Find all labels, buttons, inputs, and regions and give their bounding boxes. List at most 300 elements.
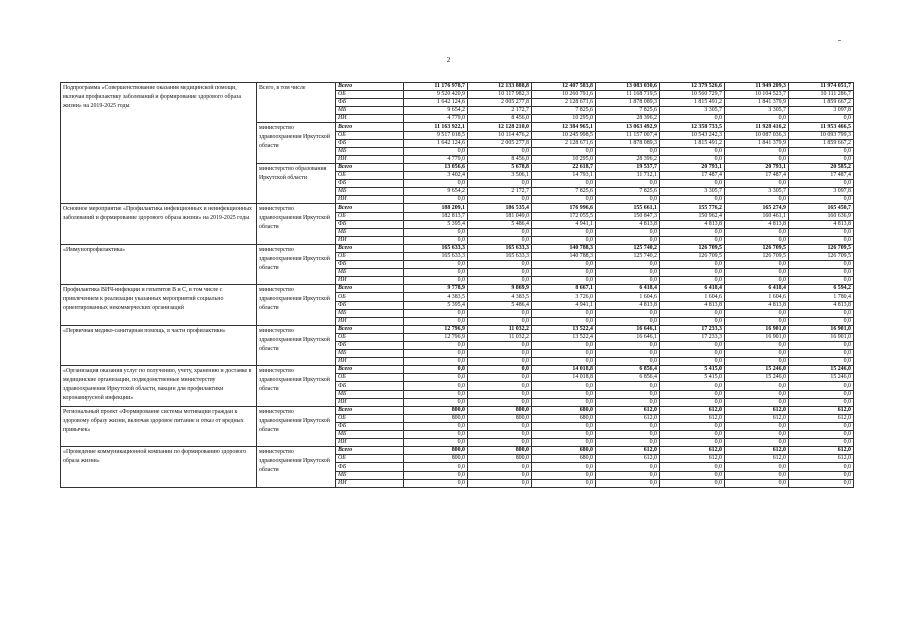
amount-cell: 176 996,6 — [532, 204, 596, 212]
amount-cell: 0,0 — [404, 228, 468, 236]
amount-cell: 0,0 — [596, 358, 660, 366]
amount-cell: 2 172,7 — [468, 107, 532, 115]
amount-cell: 0,0 — [404, 236, 468, 244]
amount-cell: 0,0 — [725, 398, 789, 406]
amount-cell: 4 813,8 — [789, 220, 854, 228]
amount-cell: 126 709,5 — [789, 244, 854, 252]
amount-cell: 7 825,6 — [532, 188, 596, 196]
funding-source-cell: ОБ — [336, 333, 404, 341]
amount-cell: 6 418,4 — [725, 285, 789, 293]
executor-cell: министерство здравоохранения Иркутской области — [257, 123, 336, 163]
funding-source-cell: ФБ — [336, 139, 404, 147]
amount-cell: 0,0 — [725, 431, 789, 439]
amount-cell: 1 780,4 — [789, 293, 854, 301]
funding-source-cell: ОБ — [336, 252, 404, 260]
amount-cell: 3 305,7 — [660, 188, 725, 196]
amount-cell: 0,0 — [789, 342, 854, 350]
amount-cell: 5 486,4 — [468, 301, 532, 309]
funding-source-cell: Всего — [336, 244, 404, 252]
amount-cell: 1 841 379,9 — [725, 99, 789, 107]
amount-cell: 11 974 051,7 — [789, 83, 854, 91]
amount-cell: 19 537,7 — [596, 163, 660, 171]
amount-cell: 0,0 — [468, 439, 532, 447]
amount-cell: 9 778,9 — [404, 285, 468, 293]
amount-cell: 4 813,8 — [596, 301, 660, 309]
amount-cell: 0,0 — [725, 309, 789, 317]
amount-cell: 0,0 — [789, 463, 854, 471]
amount-cell: 0,0 — [725, 277, 789, 285]
amount-cell: 0,0 — [532, 422, 596, 430]
amount-cell: 0,0 — [468, 261, 532, 269]
amount-cell: 9 520 420,9 — [404, 91, 468, 99]
amount-cell: 1 604,6 — [596, 293, 660, 301]
funding-source-cell: МБ — [336, 147, 404, 155]
amount-cell: 0,0 — [468, 147, 532, 155]
amount-cell: 0,0 — [660, 422, 725, 430]
amount-cell: 0,0 — [725, 390, 789, 398]
amount-cell: 0,0 — [404, 196, 468, 204]
amount-cell: 0,0 — [789, 439, 854, 447]
amount-cell: 1 859 667,2 — [789, 99, 854, 107]
amount-cell: 0,0 — [404, 439, 468, 447]
amount-cell: 0,0 — [404, 350, 468, 358]
amount-cell: 140 788,3 — [532, 252, 596, 260]
amount-cell: 182 813,7 — [404, 212, 468, 220]
amount-cell: 800,0 — [468, 414, 532, 422]
funding-source-cell: Всего — [336, 447, 404, 455]
amount-cell: 0,0 — [404, 431, 468, 439]
funding-source-cell: ИИ — [336, 479, 404, 487]
amount-cell: 0,0 — [596, 398, 660, 406]
amount-cell: 0,0 — [725, 463, 789, 471]
amount-cell: 0,0 — [532, 358, 596, 366]
amount-cell: 13 522,4 — [532, 325, 596, 333]
amount-cell: 612,0 — [660, 447, 725, 455]
amount-cell: 15 246,0 — [725, 374, 789, 382]
amount-cell: 4 813,8 — [660, 220, 725, 228]
amount-cell: 10 087 036,3 — [725, 131, 789, 139]
executor-cell: министерство здравоохранения Иркутской области — [257, 325, 336, 365]
amount-cell: 800,0 — [404, 447, 468, 455]
amount-cell: 4 779,0 — [404, 115, 468, 123]
table-row — [61, 285, 854, 293]
amount-cell: 3 726,0 — [532, 293, 596, 301]
amount-cell: 0,0 — [596, 317, 660, 325]
amount-cell: 4 813,8 — [725, 220, 789, 228]
amount-cell: 172 055,5 — [532, 212, 596, 220]
amount-cell: 3 305,7 — [725, 107, 789, 115]
amount-cell: 0,0 — [404, 463, 468, 471]
table-body — [61, 83, 854, 488]
amount-cell: 0,0 — [404, 147, 468, 155]
program-name-cell: Профилактика ВИЧ-инфекции и гепатитов В и С, в том числе с привлечением к реализации указанных мероприятий социально ориентированных некоммерческих организаций — [61, 285, 257, 325]
amount-cell: 0,0 — [468, 398, 532, 406]
amount-cell: 0,0 — [660, 147, 725, 155]
amount-cell: 0,0 — [789, 422, 854, 430]
amount-cell: 0,0 — [789, 479, 854, 487]
funding-source-cell: ФБ — [336, 261, 404, 269]
amount-cell: 4 813,8 — [660, 301, 725, 309]
amount-cell: 13 522,4 — [532, 333, 596, 341]
amount-cell: 612,0 — [789, 406, 854, 414]
amount-cell: 20 585,2 — [789, 163, 854, 171]
amount-cell: 7 825,6 — [532, 107, 596, 115]
amount-cell: 0,0 — [404, 479, 468, 487]
amount-cell: 0,0 — [725, 382, 789, 390]
funding-source-cell: ОБ — [336, 414, 404, 422]
amount-cell: 0,0 — [596, 463, 660, 471]
amount-cell: 0,0 — [532, 431, 596, 439]
amount-cell: 0,0 — [789, 431, 854, 439]
amount-cell: 155 776,2 — [660, 204, 725, 212]
amount-cell: 0,0 — [725, 479, 789, 487]
amount-cell: 0,0 — [789, 471, 854, 479]
amount-cell: 0,0 — [532, 350, 596, 358]
amount-cell: 12 407 583,8 — [532, 83, 596, 91]
amount-cell: 0,0 — [532, 228, 596, 236]
amount-cell: 0,0 — [789, 196, 854, 204]
amount-cell: 3 097,8 — [789, 188, 854, 196]
amount-cell: 0,0 — [532, 180, 596, 188]
amount-cell: 3 506,1 — [468, 172, 532, 180]
funding-source-cell: МБ — [336, 471, 404, 479]
amount-cell: 126 709,5 — [660, 244, 725, 252]
amount-cell: 0,0 — [725, 155, 789, 163]
amount-cell: 612,0 — [725, 447, 789, 455]
amount-cell: 0,0 — [789, 350, 854, 358]
scan-mark — [838, 40, 841, 41]
amount-cell: 0,0 — [789, 382, 854, 390]
amount-cell: 1 815 491,2 — [660, 139, 725, 147]
amount-cell: 0,0 — [789, 309, 854, 317]
amount-cell: 10 260 791,6 — [532, 91, 596, 99]
amount-cell: 0,0 — [596, 382, 660, 390]
amount-cell: 0,0 — [660, 228, 725, 236]
amount-cell: 155 661,1 — [596, 204, 660, 212]
funding-source-cell: Всего — [336, 406, 404, 414]
amount-cell: 0,0 — [660, 115, 725, 123]
amount-cell: 125 740,2 — [596, 252, 660, 260]
amount-cell: 612,0 — [660, 455, 725, 463]
amount-cell: 9 869,9 — [468, 285, 532, 293]
amount-cell: 11 953 466,5 — [789, 123, 854, 131]
amount-cell: 0,0 — [404, 382, 468, 390]
amount-cell: 0,0 — [596, 342, 660, 350]
amount-cell: 0,0 — [468, 366, 532, 374]
amount-cell: 10 111 286,7 — [789, 91, 854, 99]
table-row — [61, 447, 854, 455]
amount-cell: 0,0 — [532, 439, 596, 447]
amount-cell: 0,0 — [532, 277, 596, 285]
amount-cell: 10 245 998,5 — [532, 131, 596, 139]
amount-cell: 8 456,0 — [468, 155, 532, 163]
amount-cell: 11 712,1 — [596, 172, 660, 180]
funding-source-cell: ИИ — [336, 236, 404, 244]
funding-source-cell: ИИ — [336, 439, 404, 447]
funding-source-cell: ИИ — [336, 196, 404, 204]
amount-cell: 4 383,5 — [404, 293, 468, 301]
amount-cell: 10 117 982,3 — [468, 91, 532, 99]
amount-cell: 0,0 — [660, 398, 725, 406]
amount-cell: 22 618,7 — [532, 163, 596, 171]
amount-cell: 165 633,3 — [404, 244, 468, 252]
amount-cell: 0,0 — [596, 180, 660, 188]
funding-source-cell: ФБ — [336, 301, 404, 309]
amount-cell: 0,0 — [596, 422, 660, 430]
amount-cell: 0,0 — [404, 422, 468, 430]
amount-cell: 5 395,4 — [404, 301, 468, 309]
amount-cell: 0,0 — [404, 269, 468, 277]
amount-cell: 0,0 — [468, 342, 532, 350]
funding-source-cell: ОБ — [336, 172, 404, 180]
amount-cell: 2 128 671,6 — [532, 99, 596, 107]
amount-cell: 17 487,4 — [789, 172, 854, 180]
amount-cell: 150 847,3 — [596, 212, 660, 220]
amount-cell: 0,0 — [596, 196, 660, 204]
amount-cell: 0,0 — [468, 196, 532, 204]
executor-cell: министерство здравоохранения Иркутской области — [257, 244, 336, 284]
amount-cell: 165 633,3 — [468, 252, 532, 260]
amount-cell: 3 097,8 — [789, 107, 854, 115]
amount-cell: 13 083 030,6 — [596, 83, 660, 91]
amount-cell: 0,0 — [596, 277, 660, 285]
amount-cell: 0,0 — [789, 155, 854, 163]
program-name-cell: «Первичная медико-санитарная помощь, в части профилактики» — [61, 325, 257, 365]
amount-cell: 612,0 — [725, 406, 789, 414]
amount-cell: 4 779,0 — [404, 155, 468, 163]
amount-cell: 5 395,4 — [404, 220, 468, 228]
amount-cell: 0,0 — [725, 228, 789, 236]
amount-cell: 680,0 — [532, 447, 596, 455]
amount-cell: 1 878 089,3 — [596, 139, 660, 147]
amount-cell: 0,0 — [725, 261, 789, 269]
amount-cell: 10 104 523,7 — [725, 91, 789, 99]
amount-cell: 8 667,1 — [532, 285, 596, 293]
amount-cell: 16 901,0 — [725, 325, 789, 333]
amount-cell: 800,0 — [468, 406, 532, 414]
amount-cell: 0,0 — [660, 350, 725, 358]
amount-cell: 181 049,0 — [468, 212, 532, 220]
amount-cell: 4 813,8 — [596, 220, 660, 228]
amount-cell: 0,0 — [725, 317, 789, 325]
funding-source-cell: ОБ — [336, 455, 404, 463]
amount-cell: 0,0 — [789, 180, 854, 188]
amount-cell: 11 157 007,4 — [596, 131, 660, 139]
amount-cell: 1 604,6 — [725, 293, 789, 301]
amount-cell: 0,0 — [468, 277, 532, 285]
amount-cell: 0,0 — [660, 269, 725, 277]
amount-cell: 0,0 — [532, 398, 596, 406]
amount-cell: 0,0 — [660, 382, 725, 390]
amount-cell: 2 172,7 — [468, 188, 532, 196]
amount-cell: 800,0 — [404, 455, 468, 463]
funding-source-cell: Всего — [336, 285, 404, 293]
funding-source-cell: МБ — [336, 107, 404, 115]
amount-cell: 0,0 — [596, 228, 660, 236]
amount-cell: 0,0 — [725, 236, 789, 244]
amount-cell: 0,0 — [660, 309, 725, 317]
amount-cell: 0,0 — [468, 390, 532, 398]
amount-cell: 2 005 277,8 — [468, 139, 532, 147]
funding-source-cell: ОБ — [336, 374, 404, 382]
amount-cell: 11 176 978,7 — [404, 83, 468, 91]
funding-source-cell: ФБ — [336, 422, 404, 430]
amount-cell: 0,0 — [468, 422, 532, 430]
executor-cell: министерство здравоохранения Иркутской области — [257, 406, 336, 446]
amount-cell: 0,0 — [596, 479, 660, 487]
amount-cell: 0,0 — [725, 358, 789, 366]
table-row — [61, 244, 854, 252]
amount-cell: 5 415,0 — [660, 374, 725, 382]
amount-cell: 0,0 — [596, 471, 660, 479]
program-name-cell: Региональный проект «Формирование системы мотивации граждан к здоровому образу жизни, включая здоровое питание и отказ от вредных привычек» — [61, 406, 257, 446]
amount-cell: 612,0 — [725, 455, 789, 463]
amount-cell: 0,0 — [468, 269, 532, 277]
amount-cell: 20 793,1 — [660, 163, 725, 171]
amount-cell: 0,0 — [404, 277, 468, 285]
amount-cell: 0,0 — [596, 261, 660, 269]
amount-cell: 1 642 124,6 — [404, 139, 468, 147]
executor-cell: министерство здравоохранения Иркутской области — [257, 366, 336, 406]
amount-cell: 16 646,1 — [596, 333, 660, 341]
amount-cell: 16 901,0 — [789, 333, 854, 341]
amount-cell: 160 636,9 — [789, 212, 854, 220]
amount-cell: 6 856,4 — [596, 374, 660, 382]
executor-cell: министерство здравоохранения Иркутской области — [257, 204, 336, 244]
amount-cell: 6 418,4 — [660, 285, 725, 293]
amount-cell: 1 841 379,9 — [725, 139, 789, 147]
amount-cell: 0,0 — [660, 463, 725, 471]
amount-cell: 0,0 — [532, 261, 596, 269]
program-name-cell: «Проведение коммуникационной компании по формированию здорового образа жизни» — [61, 447, 257, 487]
funding-source-cell: ОБ — [336, 293, 404, 301]
table-row — [61, 83, 854, 91]
amount-cell: 0,0 — [468, 317, 532, 325]
amount-cell: 126 709,5 — [789, 252, 854, 260]
executor-cell: Всего, в том числе — [257, 83, 336, 123]
funding-source-cell: ИИ — [336, 358, 404, 366]
amount-cell: 612,0 — [789, 455, 854, 463]
funding-source-cell: ФБ — [336, 180, 404, 188]
table-row — [61, 406, 854, 414]
amount-cell: 5 678,8 — [468, 163, 532, 171]
amount-cell: 3 305,7 — [725, 188, 789, 196]
amount-cell: 11 163 922,1 — [404, 123, 468, 131]
amount-cell: 800,0 — [468, 447, 532, 455]
amount-cell: 12 384 965,1 — [532, 123, 596, 131]
amount-cell: 0,0 — [789, 390, 854, 398]
funding-source-cell: ФБ — [336, 463, 404, 471]
amount-cell: 0,0 — [725, 269, 789, 277]
amount-cell: 2 128 671,6 — [532, 139, 596, 147]
amount-cell: 0,0 — [725, 342, 789, 350]
amount-cell: 800,0 — [468, 455, 532, 463]
amount-cell: 126 709,5 — [660, 252, 725, 260]
funding-source-cell: ИИ — [336, 155, 404, 163]
amount-cell: 0,0 — [725, 196, 789, 204]
executor-cell: министерство здравоохранения Иркутской области — [257, 285, 336, 325]
amount-cell: 0,0 — [789, 317, 854, 325]
amount-cell: 17 233,3 — [660, 333, 725, 341]
amount-cell: 0,0 — [468, 374, 532, 382]
amount-cell: 2 005 277,8 — [468, 99, 532, 107]
amount-cell: 800,0 — [404, 406, 468, 414]
amount-cell: 800,0 — [404, 414, 468, 422]
amount-cell: 6 418,4 — [596, 285, 660, 293]
amount-cell: 11 032,2 — [468, 325, 532, 333]
table-row — [61, 366, 854, 374]
amount-cell: 0,0 — [660, 342, 725, 350]
amount-cell: 0,0 — [532, 390, 596, 398]
amount-cell: 612,0 — [660, 406, 725, 414]
amount-cell: 0,0 — [468, 350, 532, 358]
amount-cell: 0,0 — [468, 236, 532, 244]
funding-source-cell: Всего — [336, 163, 404, 171]
amount-cell: 0,0 — [404, 342, 468, 350]
table-row — [61, 325, 854, 333]
amount-cell: 0,0 — [468, 479, 532, 487]
amount-cell: 12 133 888,8 — [468, 83, 532, 91]
funding-source-cell: ИИ — [336, 115, 404, 123]
amount-cell: 0,0 — [468, 309, 532, 317]
amount-cell: 9 654,2 — [404, 107, 468, 115]
amount-cell: 0,0 — [660, 479, 725, 487]
amount-cell: 10 093 799,3 — [789, 131, 854, 139]
amount-cell: 0,0 — [596, 309, 660, 317]
amount-cell: 165 633,3 — [404, 252, 468, 260]
amount-cell: 7 825,6 — [596, 107, 660, 115]
amount-cell: 4 383,5 — [468, 293, 532, 301]
amount-cell: 15 246,0 — [725, 366, 789, 374]
amount-cell: 0,0 — [660, 439, 725, 447]
amount-cell: 0,0 — [725, 180, 789, 188]
amount-cell: 0,0 — [660, 358, 725, 366]
amount-cell: 680,0 — [532, 414, 596, 422]
funding-source-cell: МБ — [336, 350, 404, 358]
table-row — [61, 204, 854, 212]
amount-cell: 0,0 — [532, 196, 596, 204]
amount-cell: 0,0 — [725, 422, 789, 430]
amount-cell: 17 487,4 — [725, 172, 789, 180]
program-name-cell: «Организация оказания услуг по получению, учету, хранению и доставке в медицинские организации, подведомственные министерству здравоохранения Иркутской области, вакцин для профилактики коронавирусной инфекции» — [61, 366, 257, 406]
amount-cell: 11 168 719,5 — [596, 91, 660, 99]
amount-cell: 12 796,9 — [404, 325, 468, 333]
amount-cell: 612,0 — [596, 406, 660, 414]
executor-cell: министерство образования Иркутской области — [257, 163, 336, 203]
amount-cell: 0,0 — [404, 374, 468, 382]
amount-cell: 15 246,0 — [789, 374, 854, 382]
amount-cell: 0,0 — [725, 115, 789, 123]
funding-source-cell: ФБ — [336, 342, 404, 350]
amount-cell: 150 962,4 — [660, 212, 725, 220]
amount-cell: 0,0 — [789, 269, 854, 277]
amount-cell: 0,0 — [468, 228, 532, 236]
amount-cell: 0,0 — [660, 277, 725, 285]
amount-cell: 0,0 — [596, 236, 660, 244]
amount-cell: 7 825,6 — [596, 188, 660, 196]
funding-source-cell: МБ — [336, 390, 404, 398]
amount-cell: 0,0 — [596, 390, 660, 398]
amount-cell: 10 560 729,7 — [660, 91, 725, 99]
amount-cell: 10 114 476,2 — [468, 131, 532, 139]
amount-cell: 9 654,2 — [404, 188, 468, 196]
amount-cell: 0,0 — [596, 431, 660, 439]
amount-cell: 12 796,9 — [404, 333, 468, 341]
funding-source-cell: МБ — [336, 309, 404, 317]
amount-cell: 125 740,2 — [596, 244, 660, 252]
amount-cell: 612,0 — [660, 414, 725, 422]
amount-cell: 0,0 — [404, 366, 468, 374]
